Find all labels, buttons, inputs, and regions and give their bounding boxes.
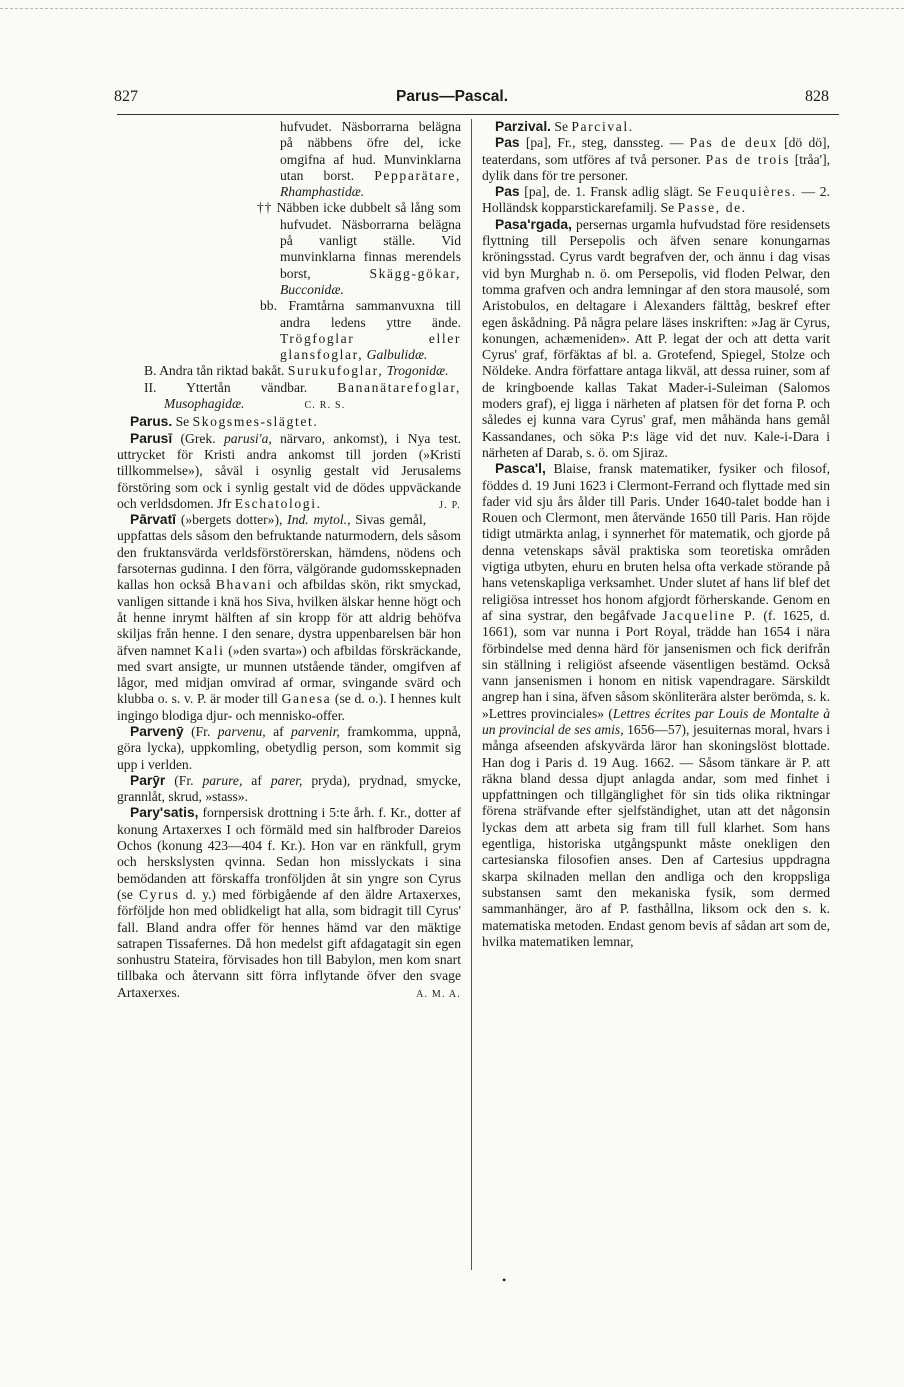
cross-reference: Parcival.	[571, 119, 634, 134]
entry-paryr	[117, 773, 461, 806]
text: (f. 1625, d. 1661), som var nunna i Port Royal, trädde han 1654 i nära förbindelse med denna härd för jansenismen och fick derifrån sin ställning i religiöst afseende väsentligen bestämd. Också vann jansenismen i honom en nitisk vapendragare. Särskildt angrep han i sina, äfven såsom skönliterära alster berömda, s. k. »Lettres provinciales» (	[482, 607, 830, 721]
spaced-term: Kali	[194, 642, 225, 658]
text: Sivas gemål, uppfattas dels såsom den befruktande naturmodern, dels såsom den fruktansvärda verldsförstörerskan, hämdens, nödens och farsoternas gudinna. I den förra, välgörande gudomsskepnaden kallas hon också	[117, 512, 461, 593]
entry-parusi	[117, 431, 461, 512]
entry-galbulidae	[260, 298, 461, 363]
page-number-right: 828	[805, 88, 829, 105]
text: pryda), prydnad, smycke, grannlåt, skrud, »stass».	[117, 772, 461, 805]
author-signature: A. M. A.	[416, 988, 461, 1000]
latin-name: Trogonidæ.	[386, 363, 449, 379]
text: framkomma, uppnå, göra lycka), uppkomling, obetydlig person, som kommit sig upp i verlden.	[117, 723, 461, 772]
italic-term: parer,	[270, 772, 303, 788]
entry-pas-2	[482, 184, 830, 217]
text: d. y.) med förbigående af den äldre Artaxerxes, förföljde hon med oblidkeligt hat alla, som bidragit till Cyrus' fall. Bland andra offer för hennes hämd var den mäktige satrapen Tissafernes. Då hon medelst gift afdagatagit sin egen sonhustru Stateira, förvisades hon till Babylon, men kom snart tillbaka och återvann sitt förra inflytande öfver den svage Artaxerxes.	[117, 886, 461, 1000]
italic-term: parvenu,	[217, 723, 266, 739]
text: [pa], Fr., steg, danssteg. —	[519, 135, 690, 151]
column-divider	[471, 119, 472, 1270]
entry-pasargada	[482, 217, 830, 461]
latin-name: Rhamphastidæ.	[280, 184, 365, 200]
text: (»bergets dotter»),	[176, 512, 288, 528]
headword: Parus.	[130, 414, 173, 430]
text: och afbildas skön, rikt smyckad, vanligen sittande i knä hos Siva, hvilken älskar henne högt och åt henne inrymt hälften af sin kropp för att aldrig behöfva skiljas från henne. I den senare, dystra uppenbarelsen bär hon äfven namnet	[117, 577, 462, 658]
entry-musophagidae	[117, 380, 461, 415]
text: af	[242, 772, 271, 788]
spaced-term: Jacqueline P.	[662, 607, 757, 623]
text: II. Yttertån vändbar.	[144, 379, 338, 395]
spaced-term: Surukufoglar,	[287, 363, 384, 379]
text: af	[265, 723, 292, 739]
headword: Pasa'rgada,	[495, 216, 572, 232]
page-number-left: 827	[114, 88, 138, 105]
headword: Pas	[495, 135, 520, 151]
cross-reference: Feuquières.	[716, 184, 797, 200]
text: [pa], de. 1. Fransk adlig slägt. Se	[519, 184, 717, 200]
cross-reference: Eschatologi.	[234, 495, 322, 511]
entry-pascal	[482, 461, 830, 950]
text: Näbben icke dubbelt så lång som hufvudet. Näsborrarna belägna på vanligt ställe. Vid munvinklarna finnas merendels borst,	[276, 200, 461, 281]
entry-trogonidae	[144, 363, 461, 379]
headword: Pas	[495, 184, 520, 200]
author-signature: J. P.	[439, 499, 461, 511]
text: — 2. Holländsk kopparstickarefamilj. Se	[482, 184, 830, 216]
text: (»den svarta») och afbildas förskräckande, med svart ansigte, ur munnen utstående tänder, omgifven af lågor, med midjan omvirad af ormar, svingande svärd och klubba o. s. v. P. är moder till	[117, 642, 461, 707]
text: B. Andra tån riktad bakåt.	[144, 363, 288, 379]
cross-reference: Cyrus	[139, 886, 180, 902]
text: [dö dö], teaterdans, som utföres af två personer.	[482, 135, 830, 167]
text: hufvudet. Näsborrarna belägna på näbbens öfre del, icke omgifna af hud. Munvinklarna utan borst.	[280, 119, 461, 183]
text: [tråa'], dylik dans för tre personer.	[482, 151, 830, 183]
spaced-term: Ganesa	[281, 691, 332, 707]
spaced-term: Pas de deux	[689, 135, 778, 151]
header-rule	[117, 114, 839, 115]
author-signature: C. R. S.	[304, 400, 346, 412]
spaced-term: Trögfoglar eller glansfoglar,	[280, 330, 461, 363]
spaced-term: Pas de trois	[705, 151, 791, 167]
text: (Grek.	[172, 430, 224, 446]
entry-parysatis	[117, 805, 461, 1001]
scan-top-line	[0, 8, 904, 10]
latin-name: Bucconidæ.	[280, 281, 344, 297]
text: (Fr.	[183, 723, 218, 739]
page-header	[0, 88, 904, 110]
italic-title: Lettres écrites par Louis de Montalte à un provincial de ses amis,	[482, 705, 830, 737]
italic-term: parure,	[202, 772, 243, 788]
text: närvaro, ankomst), i Nya test. uttrycket för Kristi andra ankomst till jorden (»Kristi tillkommelse»), såväl i osynlig gestalt vid Jerusalems förstöring som ock i synlig gestalt vid de dödes uppväckande och verldsdomen. Jfr	[117, 430, 461, 511]
headword: Parȳr	[130, 772, 166, 788]
text: (Fr.	[165, 772, 203, 788]
entry-parus	[117, 414, 461, 430]
italic-term: Ind. mytol.,	[287, 512, 351, 528]
right-column	[482, 119, 830, 950]
entry-parzival	[482, 119, 830, 135]
headword: Pārvatī	[130, 512, 177, 528]
latin-name: Galbulidæ.	[366, 347, 428, 363]
spaced-term: Bananätarefoglar,	[337, 379, 461, 395]
italic-term: parvenir,	[291, 723, 340, 739]
headword: Parzival.	[495, 119, 551, 134]
cross-reference: Skogsmes-slägtet.	[192, 414, 319, 430]
italic-term: parusi'a,	[223, 430, 272, 446]
text: persernas urgamla hufvudstad före residensets flyttning till Persepolis och äfven senare konungarnas kröningsstad. Cyrus vardt begrafven der, och ännu i dag visas vid byn Murghab n. ö. om Persepolis, vid floden Pelwar, den tomma grafven och andra lemningar af den stora mausolé, som Aristobulos, en deltagare i Alexanders fälttåg, beskref efter egen åskådning. På några pelare läses inskriften: »Jag är Cyrus, konungen, achæmeniden». Att P. legat der och att detta varit Cyrus' graf, förfäktas af bl. a. Grotefend, Spiegel, Stolze och Nöldeke. Andra författare antaga likväl, att dessa ruiner, som af de kringboende kallas Takat Mader-i-Suleiman (Salomos moders graf), ej ligga i närheten af platsen för det forna P. och således ej kunna vara Cyrus' graf, men måhända hans gemål Kassandanes, och söka P:s läge vid det nuv. Kale-i-Dara i närheten af Darab, s. ö. om Sjiraz.	[482, 216, 830, 460]
entry-parvati	[117, 512, 461, 724]
headword: Pasca'l,	[495, 461, 546, 477]
running-head: Parus—Pascal.	[395, 88, 508, 105]
text: fornpersisk drottning i 5:te årh. f. Kr., dotter af konung Artaxerxes I och förmäld med sin halfbroder Dareios Ochos (konung 423—404 f. Kr.). Hon var en ränkfull, grym och herskslysten qvinna. Sedan hon misslyckats i sina bemödanden att förskaffa tronföljden åt sin yngre son Cyrus (se	[117, 805, 461, 902]
latin-name: Musophagidæ.	[164, 396, 245, 412]
spaced-term: Skägg-gökar,	[369, 265, 461, 281]
entry-bucconidae	[257, 200, 461, 298]
entry-rhamphastidae	[280, 119, 461, 200]
entry-pas-1	[482, 135, 830, 184]
headword: Pary'satis,	[130, 805, 199, 821]
cross-reference: Passe, de.	[677, 200, 747, 216]
text: Se	[172, 414, 193, 430]
text: Se	[551, 119, 572, 134]
text: bb. Framtårna sammanvuxna till andra ledens yttre ände.	[260, 298, 461, 330]
spaced-term: Bhavani	[215, 577, 273, 593]
left-column	[117, 119, 461, 1003]
entry-parveny	[117, 724, 461, 773]
text: Blaise, fransk matematiker, fysiker och filosof, föddes d. 19 Juni 1623 i Clermont-Ferrand och flyttade med sin fader vid sju års ålder till Paris. Under 1640-talet bodde han i Rouen och Clermont, men återvände 1650 till Paris. Han röjde tidigt utmärkta anlag, i synnerhet för matematik, och gjorde på denna vetenskaps såväl praktiska som teoretiska områden vigtiga utbyten, ehuru en bruten helsa ofta verkade störande på hans vetenskapliga verksamhet. Under slutet af hans lif blef det religiösa intresset hos honom afgjordt förherskande. Genom en af sina systrar, den begåfvade	[482, 461, 830, 623]
headword: Parvenȳ	[130, 723, 184, 739]
dagger-mark: ††	[257, 200, 277, 216]
spaced-term: Pepparätare,	[374, 167, 461, 183]
bottom-mark: •	[502, 1273, 507, 1287]
text: 1656—57), jesuiternas moral, hvars i många afseenden afskyvärda läror han skoningslöst blottade. Han dog i Paris d. 19 Aug. 1662. — Såsom tänkare är P. att räkna bland dessa djupt anlagda andar, som med finhet i uppfattningen och tillgänglighet för sin tids olika riktningar förena sträfvande efter sjelfständighet, utan att det någonsin lyckas dem att arbeta sig fram till full klarhet. Som hans egentliga, historiska utgångspunkt måste onekligen den cartesianska filosofien anses. Den af Cartesius uppdragna skarpa skilnaden mellan den andliga och den kroppsliga substansen samt den mekaniska fysik, som dermed sammanhänger, äro af P. fasthållna, liksom ock den s. k. matematiska metoden. Endast genom bevis af sådan art som de, hvilka matematiken lemnar,	[482, 721, 830, 949]
headword: Parusī	[130, 430, 173, 446]
text: (se d. o.). I hennes kult ingingo blodiga djur- och mennisko-offer.	[117, 691, 462, 723]
